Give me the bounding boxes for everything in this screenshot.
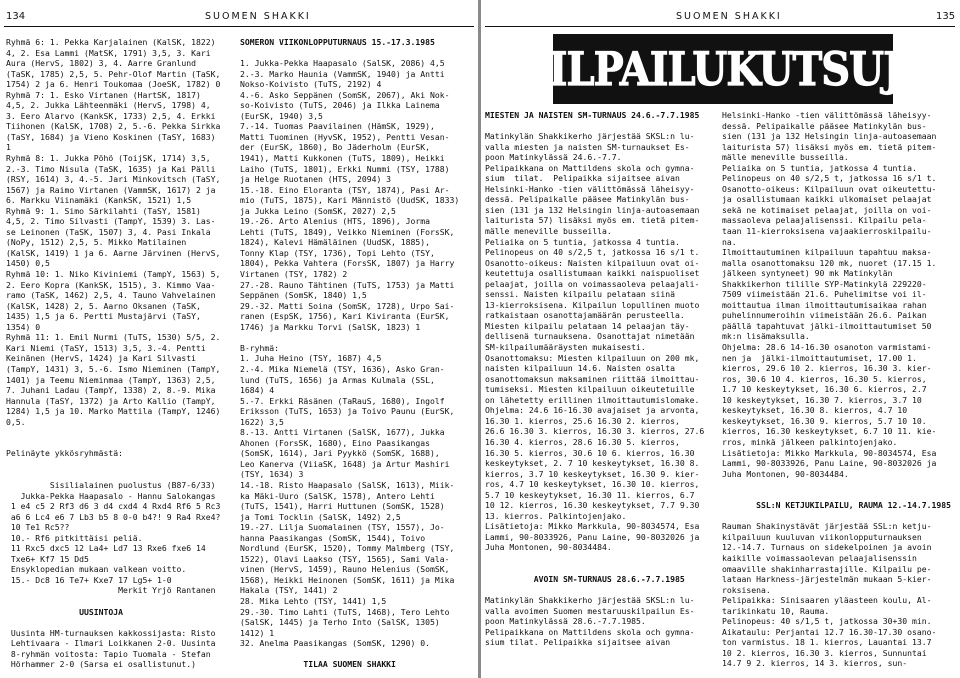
text-line: Txe6+ Kf7 15 Dd5	[6, 553, 89, 564]
text-line	[6, 438, 232, 449]
text-line: Juha Montonen, 90-8034484.	[485, 542, 612, 553]
text-line: laiturista 57) lisäksi myös em. tietä pitem-	[722, 141, 937, 152]
text-line: Aikataulu: Perjantai 12.7 16.30-17.30 osano-	[722, 626, 937, 637]
text-line: 10 2. kierros, 16.30 3. kierros, Sunnuntai	[722, 647, 927, 658]
text-line: 1746) ja Markku Torvi (SalSK, 1823) 1	[240, 321, 421, 332]
text-line: malla osanottomaksu 120 mk, nuoret (17.15 1.	[722, 257, 937, 268]
text-line: 1354) 0	[6, 321, 41, 332]
text-line: 1824), Kalevi Hämäläinen (UudSK, 1885),	[240, 237, 431, 248]
text-line: omaaville shakinharrastajille. Kilpailu pe-	[722, 563, 932, 574]
text-line: sien (131 ja 132 Helsingin linja-autoasemaan	[722, 131, 937, 142]
text-line: (SomSK, 1614), Jari Pyykkö (SomSK, 1688),	[240, 448, 440, 459]
text-line: Pelipaikkana on Mattildens skola och gymna-	[485, 162, 695, 173]
right-column-1	[485, 110, 717, 674]
text-line: 2.-3. Marko Haunia (VammSK, 1940) ja Antti	[240, 68, 445, 79]
text-line: na.	[722, 236, 737, 247]
text-line: osanottomaksun maksaminen riittää ilmoittau-	[485, 373, 700, 384]
text-line: (SalSK, 1445) ja Terho Into (SalSK, 1305)	[240, 617, 440, 628]
text-line: Tonny Klap (TSY, 1736), Topi Lehto (TSY,	[240, 247, 435, 258]
text-line: kierros, 29.6 10 2. kierros, 16.30 3. kier-	[722, 363, 932, 374]
text-line: Virtanen (TSY, 1782) 2	[240, 269, 348, 280]
text-line: Pelinopeus on 40 s/2,5 t, jatkossa 16 s/1 t.	[722, 173, 937, 184]
text-line: se Leinonen (TaSK, 1507) 3, 4. Pasi Inkala	[6, 226, 211, 237]
text-line	[722, 511, 960, 522]
text-line: roksisena.	[722, 584, 771, 595]
text-line: poon Matinkylässä 24.6.-7.7.	[485, 152, 622, 163]
text-line: Pelipaikkana on Mattildens skola och gymna-	[485, 626, 695, 637]
text-line: Sisilialainen puolustus (B87-6/33)	[6, 479, 216, 490]
left-page-number: 134	[6, 11, 26, 22]
text-line: Lammi, 90-8033926, Panu Laine, 90-8032026 ja	[722, 458, 937, 469]
text-line: kilpailuun kuuluvan viikonlopputurnauksen	[722, 531, 922, 542]
text-line: Laiho (TuTS, 1801), Erkki Nummi (TSY, 1788)	[240, 163, 450, 174]
text-line: 4.-6. Asko Seppänen (SomSK, 2067), Aki Nok-	[240, 89, 450, 100]
text-line: puhelinnumeroihin viimeistään 26.6. Paikan	[722, 310, 927, 321]
text-line: (TuTS, 1541), Harri Huttunen (SomSK, 1528)	[240, 501, 445, 512]
text-line	[6, 596, 232, 607]
text-line: Matti Tuominen (HyvSK, 1952), Pentti Vesan-	[240, 131, 450, 142]
text-line: Hörhammer 2-0 (Sarsa ei osallistunut.)	[6, 659, 197, 670]
text-line: Ohjelma: 28.6 14-16.30 osanoton varmistami-	[722, 342, 932, 353]
text-line: 13-kierroksisena. Kilpailun lopullinen muoto	[485, 299, 700, 310]
text-line: 1 e4 c5 2 Rf3 d6 3 d4 cxd4 4 Rxd4 Rf6 5 Rc3	[6, 501, 221, 512]
text-line: UUSINTOJA	[6, 606, 123, 617]
text-line: Lisätietoja: Mikko Markkula, 90-8034574, Esa	[722, 447, 937, 458]
text-line: 4,5, 2. Timo Silvasti (TampY, 1539) 3. Las-	[6, 216, 216, 227]
text-line: kaikille voimassaolevan pelaajalisenssin	[722, 552, 917, 563]
text-line: SOMERON VIIKONLOPPUTURNAUS 15.-17.3.1985	[240, 37, 435, 47]
text-line: ranen (EspSK, 1756), Kari Kiviranta (EurSK,	[240, 311, 450, 322]
text-line: Leo Kanerva (ViiaSK, 1648) ja Artur Mashiri	[240, 458, 450, 469]
text-line: mälle meneville busseilla.	[485, 226, 612, 237]
text-line: Ryhmä 7: 1. Esko Virtanen (HartSK, 1817)	[6, 89, 201, 100]
text-line: ton varmistus. 18 1. kierros, Lauantai 13.7	[722, 637, 932, 648]
text-line: 32. Anelma Paasikangas (SomSK, 1290) 0.	[240, 638, 431, 649]
text-line: ros, 30.6 10 4. kierros, 16.30 5. kierros,	[722, 373, 927, 384]
text-line: ka Mäki-Uuro (SalSK, 1578), Antero Lehti	[240, 490, 435, 501]
text-line: 7509 viimeistään 21.6. Puhelimitse voi il-	[722, 289, 927, 300]
text-line: 1284) 1,5 ja 10. Marko Mattila (TampY, 1246)	[6, 406, 221, 417]
text-line: 8.-13. Antti Virtanen (SalSK, 1677), Jukka	[240, 427, 445, 438]
text-line: kierros, 3.7 10 keskeytykset, 16.30 9. kier-	[485, 468, 700, 479]
text-line: TILAA SUOMEN SHAKKI	[240, 659, 396, 670]
text-line: Miesten kilpailu pelataan 14 pelaajan täy-	[485, 320, 690, 331]
text-line: (EurSK, 1940) 3,5	[240, 110, 323, 121]
text-line: sekä ne kotimaiset pelaajat, joilla on voi-	[722, 204, 932, 215]
text-line: 3. Eero Alarvo (KankSK, 1733) 2,5, 4. Erkki	[6, 110, 216, 121]
text-line: 16.30 4. kierros, 28.6 16.30 5. kierros,	[485, 436, 680, 447]
text-line: B-ryhmä:	[240, 342, 279, 353]
text-line	[6, 427, 232, 438]
text-line: 2.-4. Mika Niemelä (TSY, 1636), Asko Gran-	[240, 363, 445, 374]
text-line: Lisätietoja: Mikko Markkula, 90-8034574, Esa	[485, 521, 700, 532]
text-line: 19.-26. Arto Alenius (HTS, 1896), Jorma	[240, 216, 431, 227]
text-line: naisten kilpailuun 14.6. Naisten osalta	[485, 363, 676, 374]
text-line: nen ja jälki-ilmoittautumiset, 17.00 1.	[722, 352, 917, 363]
text-line: Keinänen (HervS, 1424) ja Kari Silvasti	[6, 353, 197, 364]
text-line: 1. Jukka-Pekka Haapasalo (SalSK, 2086) 4,5	[240, 58, 445, 69]
text-line: Osanottomaksu: Miesten kilpailuun on 200 mk,	[485, 352, 700, 363]
text-line: Pelipaikka: Sinisaaren yläasteen koulu, Al-	[722, 595, 932, 606]
text-line: Ensyklopedian mukaan valkean voitto.	[6, 564, 187, 575]
text-line: 27.-28. Rauno Tähtinen (TuTS, 1753) ja Matti	[240, 279, 455, 290]
text-line: Ryhmä 11: 1. Emil Nurmi (TuTS, 1530) 5/5, 2.	[6, 332, 221, 343]
text-line: tumiseksi. Miesten kilpailuun oikeutetuille	[485, 384, 695, 395]
text-line: Pelinäyte ykkösryhmästä:	[6, 448, 123, 459]
text-line: Ahonen (ForsSK, 1680), Eino Paasikangas	[240, 437, 431, 448]
text-line: ja osallistumaan kaikki ulkomaiset pelaajat	[722, 194, 932, 205]
text-line: mälle meneville busseilla.	[722, 152, 849, 163]
text-line: 28. Mika Lehto (TSY, 1441) 1,5	[240, 595, 387, 606]
text-line: 29.-30. Timo Lahti (TuTS, 1468), Tero Lehto	[240, 606, 450, 617]
text-line: sium tilat. Pelipaikka sijaitsee aivan	[485, 173, 680, 184]
text-line: Jukka-Pekka Haapasalo - Hannu Salokangas	[6, 490, 216, 501]
right-column-2	[722, 110, 960, 674]
right-header-rule	[485, 26, 955, 27]
page-gutter	[478, 0, 481, 678]
text-line: lund (TuTS, 1656) ja Armas Kulmala (SSL,	[240, 374, 435, 385]
text-line	[722, 490, 960, 501]
text-line: Uusinta HM-turnauksen kakkossijasta: Risto	[6, 627, 216, 638]
text-line: 15.- Dc8 16 Te7+ Kxe7 17 Lg5+ 1-0	[6, 574, 172, 585]
text-line: 7. Juhani Ladau (TampY, 1338) 2, 8.-9. Mika	[6, 385, 216, 396]
text-line: 15.-18. Eino Eloranta (TSY, 1874), Pasi Ar-	[240, 184, 450, 195]
text-line: keskeytykset, 16.30 9. kierros, 5.7 10 10.	[722, 415, 927, 426]
text-line: Matinkylän Shakkikerho järjestää SKSL:n lu-	[485, 595, 695, 606]
text-line	[240, 48, 476, 59]
text-line: (RSY, 1614) 3, 4.-5. Jari Minkovitsch (TaSY,	[6, 174, 221, 185]
text-line: 14.-18. Risto Haapasalo (SalSK, 1613), Miik-	[240, 479, 455, 490]
text-line: dellisenä turnauksena. Osanottajat nimetään	[485, 331, 695, 342]
text-line: 2. Eero Kopra (KankSK, 1515), 3. Kimmo Vaa-	[6, 279, 216, 290]
text-line: Nokso-Koivisto (TuTS, 2192) 4	[240, 79, 382, 90]
text-line: 4, 2. Esa Lammi (MatSK, 1791) 3,5, 3. Kari	[6, 47, 211, 58]
text-line: Aura (HervS, 1802) 3, 4. Aarre Granlund	[6, 58, 197, 69]
text-line: 7.-14. Tuomas Paavilainen (HämSK, 1929),	[240, 121, 435, 132]
text-line: Seppänen (SomSK, 1840) 1,5	[240, 290, 367, 301]
text-line: 14.7 9 2. kierros, 14 3. kierros, sun-	[722, 658, 908, 669]
text-line: Nordlund (EurSK, 1520), Tommy Malmberg (TSY,	[240, 543, 455, 554]
text-line	[6, 617, 232, 628]
text-line: keskeytykset, 16.30 8. kierros, 4.7 10	[722, 405, 908, 416]
left-running-title: SUOMEN SHAKKI	[205, 11, 311, 22]
text-line: 1622) 3,5	[240, 416, 284, 427]
text-line: 1412) 1	[240, 627, 275, 638]
text-line	[6, 469, 232, 480]
text-line: 16.30 5. kierros, 30.6 10 6. kierros, 16.30	[485, 447, 695, 458]
text-line: keskeytykset, 2. 7 10 keskeytykset, 16.30 8.	[485, 458, 700, 469]
text-line	[6, 459, 232, 470]
text-line: 1804), Pekka Vahtera (ForsSK, 1807) ja Harry	[240, 258, 455, 269]
text-line: a6 6 Lc4 e6 7 Lb3 b5 8 0-0 b4?! 9 Ra4 Rxe4?	[6, 511, 221, 522]
text-line: Osanotto-oikeus: Naisten kilpailuun ovat oi-	[485, 257, 700, 268]
text-line: 1754) 2 ja 6. Henri Toukomaa (JoeSK, 1782) 0	[6, 79, 221, 90]
text-line: on lähetetty erillinen ilmoittautumislomake.	[485, 394, 700, 405]
text-line: Pelinopeus: 40 s/1,5 t, jatkossa 30+30 min.	[722, 616, 932, 627]
text-line: ja Helge Ruotanen (HTS, 2094) 3	[240, 174, 392, 185]
text-line: Shakkikerhon tilille SYP-Matinkylä 229220-	[722, 278, 927, 289]
text-line: 1522), Olavi Laakso (TSY, 1565), Sami Vala-	[240, 553, 450, 564]
text-line: (KalSK, 1419) 1 ja 6. Aarne Järvinen (HervS,	[6, 247, 221, 258]
text-line: sien (131 ja 132 Helsingin linja-autoasemaan	[485, 204, 700, 215]
text-line: 1.7 10 keskeytykset, 16.30 6. kierros, 2.7	[722, 384, 927, 395]
text-line: 16.30 1. kierros, 25.6 16.30 2. kierros,	[485, 415, 680, 426]
text-line: Hakala (TSY, 1441) 2	[240, 585, 338, 596]
text-line: kierros, 16.30 keskeytykset, 6.7 10 11. kie-	[722, 426, 937, 437]
text-line: Ryhmä 6: 1. Pekka Karjalainen (KalSK, 1822)	[6, 37, 216, 47]
text-line: 1401) ja Teemu Nieminmaa (TampY, 1363) 2,5,	[6, 374, 216, 385]
text-line: Ryhmä 8: 1. Jukka Pöhö (ToijSK, 1714) 3,5,	[6, 153, 211, 164]
text-line: SSL:N KETJUKILPAILU, RAUMA 12.-14.7.1985	[722, 500, 952, 511]
text-line: 12.-14.7. Turnaus on sidekelpoinen ja avoin	[722, 542, 932, 553]
text-line: laiturista 57) lisäksi myös em. tietä pitem-	[485, 215, 700, 226]
text-line: Helsinki-Hanko -tien välittömässä läheisyy-	[485, 183, 695, 194]
text-line	[240, 649, 476, 660]
text-line: massaoleva pelaajalisenssi. Kilpailu pela-	[722, 215, 927, 226]
text-line: Lammi, 90-8033926, Panu Laine, 90-8032026 ja	[485, 531, 700, 542]
text-line: hanna Paasikangas (SomSK, 1544), Toivo	[240, 532, 426, 543]
text-line: Pelinopeus on 40 s/2,5 t, jatkossa 16 s/1 t.	[485, 247, 700, 258]
text-line: Lehtivaara - Ilmari Loikkanen 2-0. Uusinta	[6, 638, 216, 649]
text-line: Ilmoittautuminen kilpailuun tapahtuu maksa-	[722, 247, 932, 258]
text-line: 1. Juha Heino (TSY, 1687) 4,5	[240, 353, 382, 364]
text-line: Osanotto-oikeus: Kilpailuun ovat oikeutettu-	[722, 183, 937, 194]
text-line: sium tilat. Pelipaikka sijaitsee aivan	[485, 637, 671, 648]
text-line: ros, 4.7 10 keskeytykset, 16.30 10. kierros,	[485, 479, 700, 490]
text-line: 10 keskeytykset, 16.30 7. kierros, 3.7 10	[722, 394, 922, 405]
text-line: 1	[6, 142, 11, 153]
text-line: Rauman Shakinystävät järjestää SSL:n ketju-	[722, 521, 932, 532]
text-line: Peliaika on 5 tuntia, jatkossa 4 tuntia.	[722, 162, 917, 173]
text-line: poon Matinkylässä 28.6.-7.7.1985.	[485, 616, 646, 627]
right-running-title: SUOMEN SHAKKI	[676, 11, 782, 22]
text-line	[722, 479, 960, 490]
text-line: 8-ryhmän voitosta: Tapio Tuomala - Stefan	[6, 648, 211, 659]
text-line: dessä. Pelipaikalle pääsee Matinkylän bus-	[485, 194, 690, 205]
text-line	[485, 585, 717, 596]
left-page	[0, 0, 476, 678]
text-line: Juha Montonen, 90-8034484.	[722, 468, 849, 479]
text-line	[485, 564, 717, 575]
text-line: Lehti (TuTS, 1849), Veikko Nieminen (ForsSK,	[240, 226, 455, 237]
text-line: 11 Rxc5 dxc5 12 La4+ Ld7 13 Rxe6 fxe6 14	[6, 543, 206, 554]
text-line: 10.- Rf6 pitkittäisi peliä.	[6, 532, 143, 543]
text-line: ja Jukka Leino (SomSK, 2027) 2,5	[240, 205, 396, 216]
text-line: 10 Te1 Rc5??	[6, 522, 70, 533]
text-line: Kari Niemi (TaSY, 1513) 3,5, 3.-4. Pentti	[6, 342, 206, 353]
text-line: Ohjelma: 24.6 16-16.30 avajaiset ja arvonta,	[485, 405, 700, 416]
text-line: 4,5, 2. Jukka Lähteenmäki (HervS, 1798) 4,	[6, 100, 211, 111]
text-line: (TaSK, 1785) 2,5, 5. Pehr-Olof Martin (TaSK,	[6, 68, 221, 79]
text-line: valla avoimen Suomen mestaruuskilpailun Es-	[485, 605, 695, 616]
left-header-rule	[4, 26, 474, 27]
text-line: 1567) ja Raimo Virtanen (VammSK, 1617) 2 ja	[6, 184, 216, 195]
text-line: Merkit Yrjö Rantanen	[6, 585, 216, 596]
text-line: rros, minkä jälkeen palkintojenjako.	[722, 436, 898, 447]
text-line: 1941), Matti Kukkonen (TuTS, 1809), Heikki	[240, 153, 445, 164]
text-line: senssi. Naisten kilpailu pelataan siinä	[485, 289, 676, 300]
text-line: Peliaika on 5 tuntia, jatkossa 4 tuntia.	[485, 236, 680, 247]
text-line: 5.-7. Erkki Räsänen (TaRauS, 1680), Ingolf	[240, 395, 445, 406]
text-line	[485, 553, 717, 564]
text-line: mio (TuTS, 1875), Kari Männistö (UudSK, 1833)	[240, 195, 460, 206]
text-line: 0,5.	[6, 416, 26, 427]
text-line: 1568), Heikki Heinonen (SomSK, 1611) ja Mika	[240, 574, 455, 585]
text-line: Tiihonen (KalSK, 1708) 2, 5.-6. Pekka Sirkka	[6, 121, 221, 132]
text-line: ratkaistaan osanottajamäärän perusteella.	[485, 310, 685, 321]
text-line: 1435) 1,5 ja 6. Pertti Mustajärvi (TaSY,	[6, 311, 201, 322]
text-line: dessä. Pelipaikalle pääsee Matinkylän bus-	[722, 120, 927, 131]
text-line: tarikinkatu 10, Rauma.	[722, 605, 830, 616]
text-line: ramo (TaSK, 1462) 2,5, 4. Tauno Vahvelainen	[6, 290, 216, 301]
text-line: 10 12. kierros, 16.30 keskeytykset, 7.7 9.30	[485, 500, 700, 511]
text-line: 26.6 16.30 3. kierros, 16.30 3. kierros, 27.6	[485, 426, 705, 437]
text-line: Helsinki-Hanko -tien välittömässä läheisyy-	[722, 110, 932, 120]
text-line: Ryhmä 9: 1. Simo Särkilahti (TaSY, 1581)	[6, 205, 201, 216]
text-line: (NoPy, 1512) 2,5, 5. Mikko Matilainen	[6, 237, 187, 248]
text-line: pelaajat, joilla on voimassaoleva pelaajali-	[485, 278, 700, 289]
text-line: Ryhmä 10: 1. Niko Kiviniemi (TampY, 1563) 5,	[6, 269, 221, 280]
right-page-number: 135	[936, 11, 956, 22]
text-line: jälkeen syntyneet) 90 mk Matinkylän	[722, 268, 893, 279]
text-line: valla miesten ja naisten SM-turnaukset Es-	[485, 141, 690, 152]
text-line: lataan Harkness-järjestelmän mukaan 5-kier-	[722, 574, 932, 585]
text-line: päällä tapahtuvat jälki-ilmoittautumiset 50	[722, 320, 932, 331]
text-line: vinen (HervS, 1459), Rauno Helenius (SomSK,	[240, 564, 450, 575]
text-line: 13. kierros. Palkintojenjako.	[485, 510, 627, 521]
text-line: 19.-27. Lilja Suomalainen (TSY, 1557), Jo-	[240, 522, 445, 533]
text-line	[485, 121, 717, 132]
text-line: Hannula (TaSY, 1372) ja Arto Kallio (TampY,	[6, 395, 216, 406]
text-line: Matinkylän Shakkikerho järjestää SKSL:n lu-	[485, 131, 695, 142]
text-line: (TaSY, 1684) ja Vieno Koskinen (TaSY, 1683)	[6, 131, 216, 142]
text-line: mk:n lisämaksulla.	[722, 331, 810, 342]
kilpailukutsuja-banner	[514, 34, 932, 104]
banner-title: KILPAILUKUTSUJA	[514, 41, 932, 97]
text-line: 1450) 0,5	[6, 258, 50, 269]
text-line: 6. Markku Viinamäki (KankSK, 1521) 1,5	[6, 195, 192, 206]
text-line: (KalSK, 1428) 2, 5. Aarno Oksanen (TaSK,	[6, 300, 201, 311]
left-column-1	[6, 37, 232, 673]
left-column-2	[240, 37, 476, 673]
text-line: moittautua ilman ilmoittautumisaikaa rahan	[722, 299, 927, 310]
text-line: 1684) 4	[240, 385, 275, 396]
text-line: AVOIN SM-TURNAUS 28.6.-7.7.1985	[485, 574, 685, 585]
text-line: Eriksson (TuTS, 1653) ja Toivo Paunu (EurSK,	[240, 406, 455, 417]
text-line: der (EurSK, 1860), Bo Jäderholm (EurSK,	[240, 142, 431, 153]
text-line: 2.-3. Timo Nisula (TaSK, 1635) ja Kai Pälli	[6, 163, 216, 174]
text-line	[240, 332, 476, 343]
text-line: keutettuja osallistumaan kaikki naispuoliset	[485, 268, 700, 279]
text-line: taan 11-kierroksisena vajaakierroskilpailu-	[722, 226, 932, 237]
text-line: 5.7 10 keskeytykset, 16.30 11. kierros, 6.7	[485, 489, 695, 500]
text-line: ja Tomi Tocklin (SalSK, 1492) 2,5	[240, 511, 401, 522]
text-line: (TSY, 1634) 3	[240, 469, 304, 480]
text-line: so-Koivisto (TuTS, 2046) ja Ilkka Lainema	[240, 100, 440, 111]
text-line: SM-kilpailumääräysten mukaisesti.	[485, 342, 646, 353]
text-line: MIESTEN JA NAISTEN SM-TURNAUS 24.6.-7.7.1985	[485, 110, 700, 120]
text-line: 29.-32. Matti Soina (SomSK, 1728), Urpo Sai-	[240, 300, 455, 311]
text-line: (TampY, 1431) 3, 5.-6. Ismo Nieminen (TampY,	[6, 363, 221, 374]
